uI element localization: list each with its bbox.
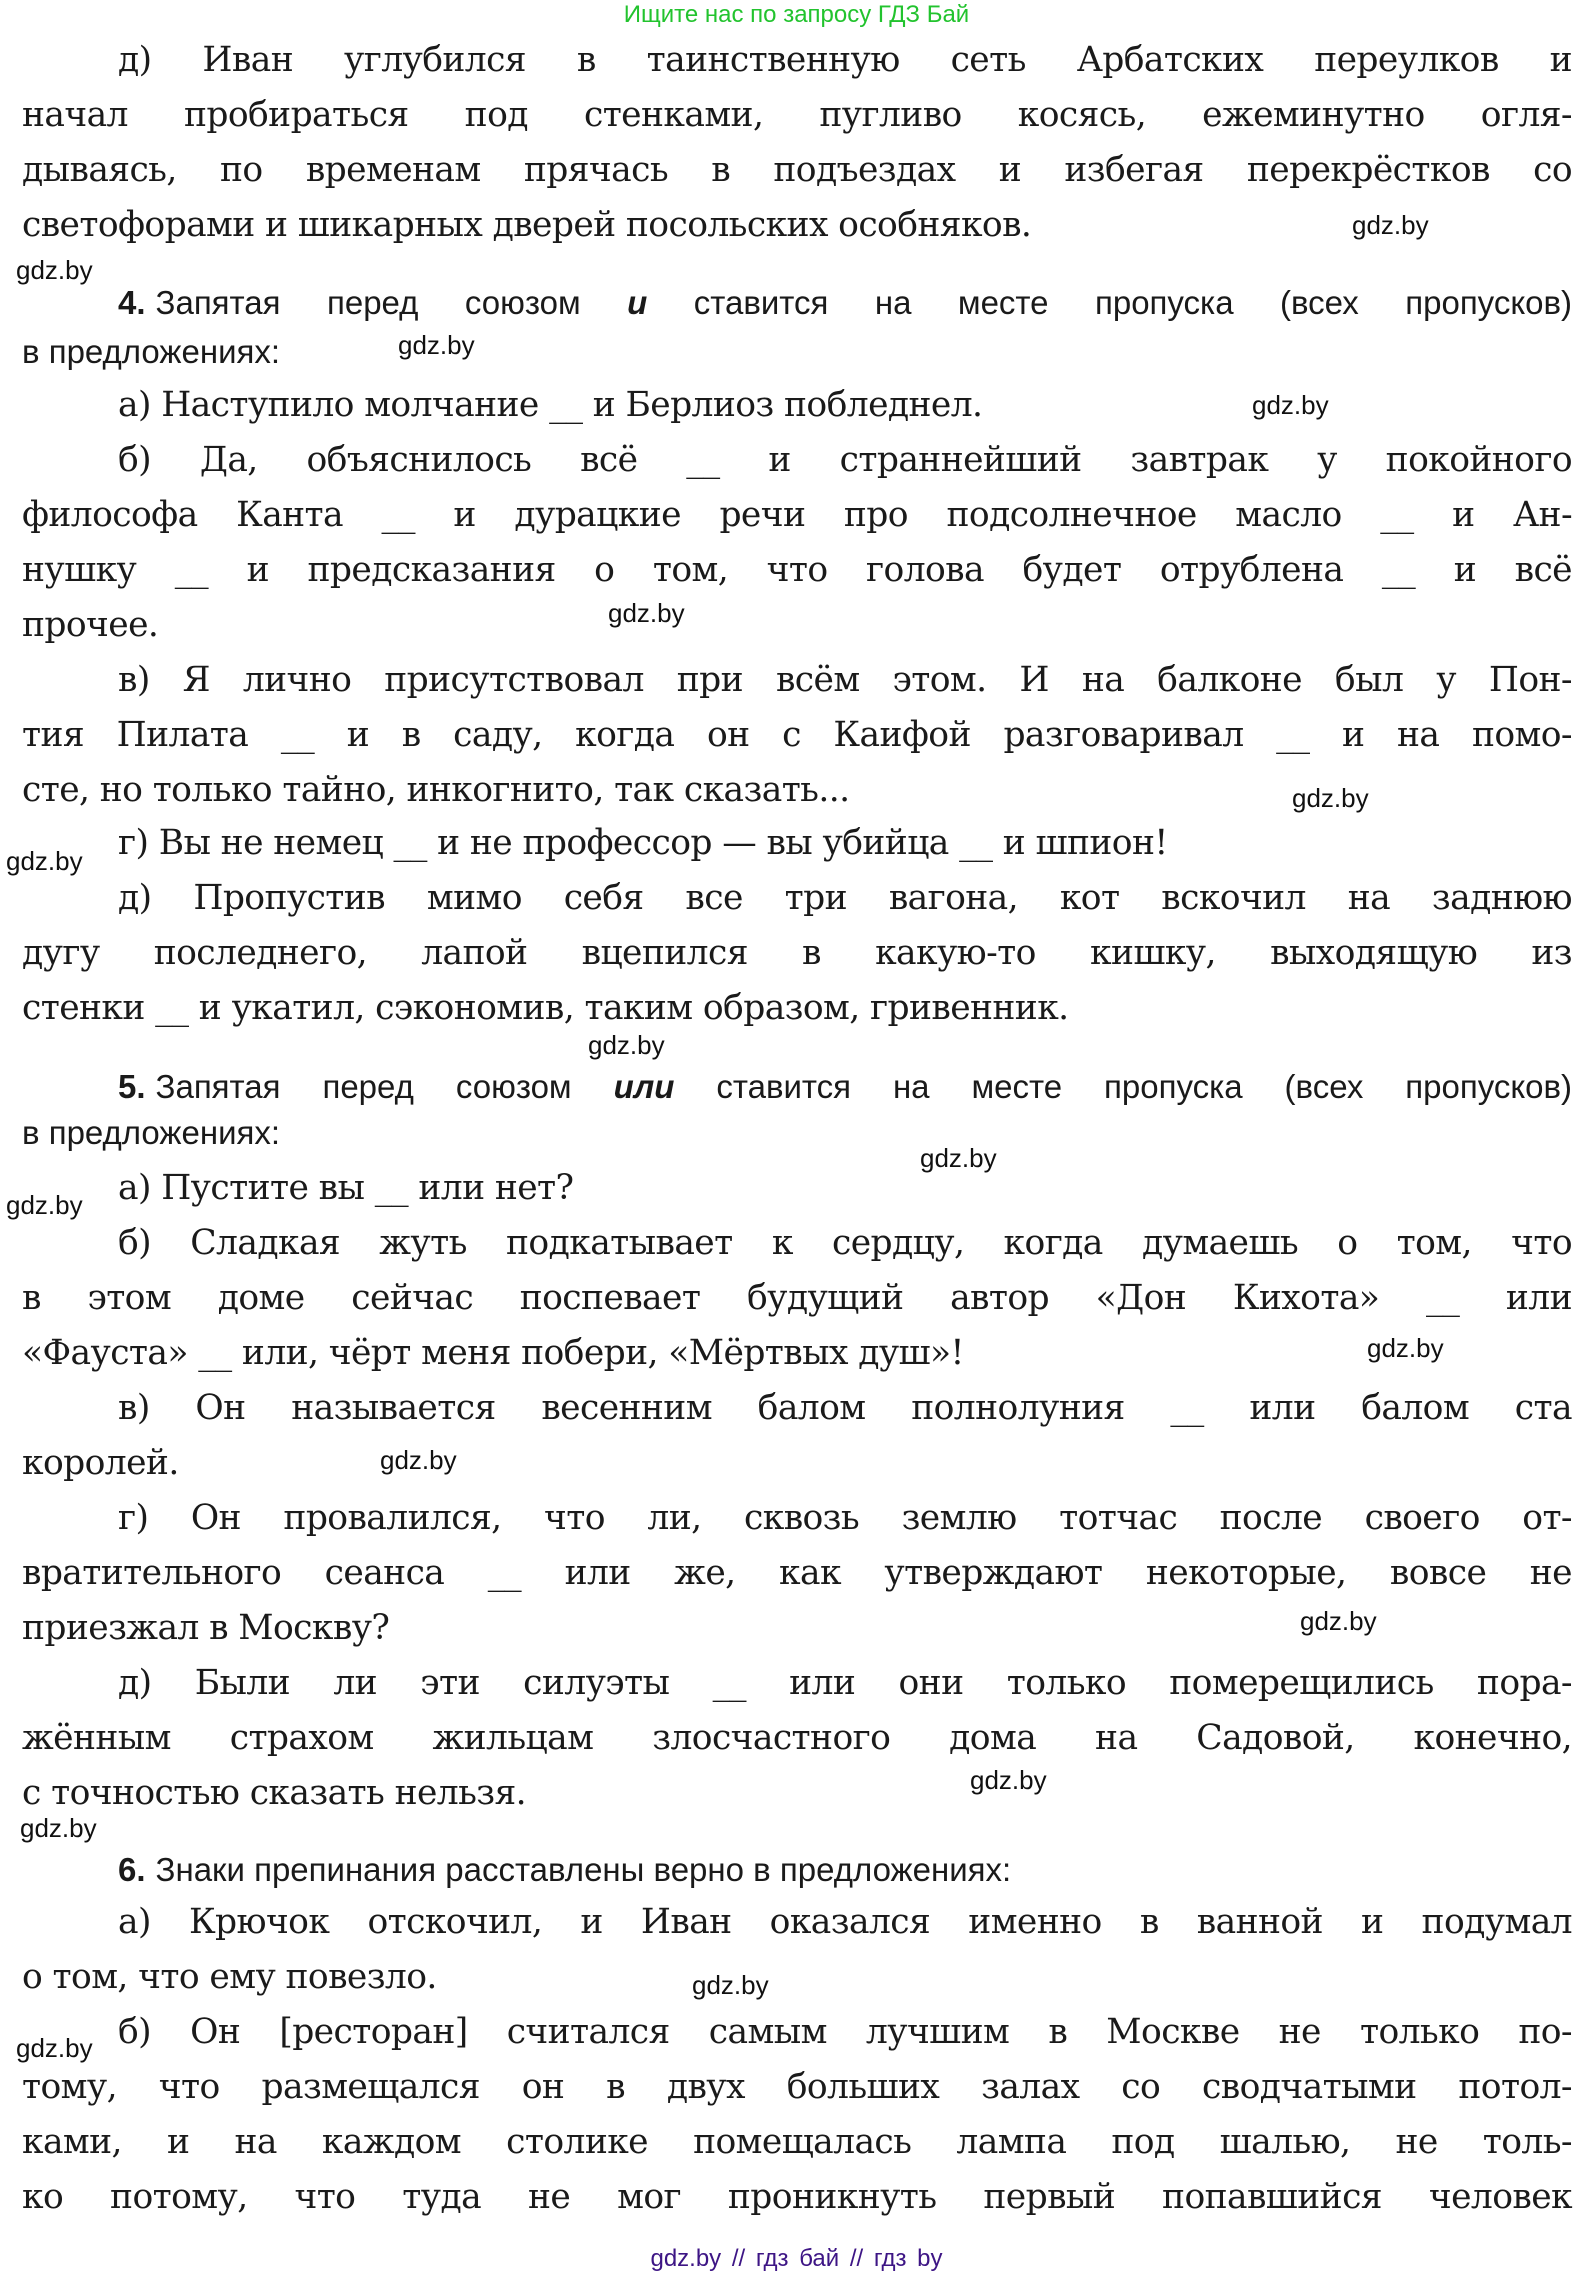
item-v: тия Пилата __ и в саду, когда он с Каифой разговаривал __ и на помо- [22, 715, 1572, 755]
item-g: г) Вы не немец __ и не профессор — вы убийца __ и шпион! [118, 823, 1168, 863]
watermark: gdz.by [1352, 210, 1429, 240]
watermark: gdz.by [1300, 1606, 1377, 1636]
item-d: с точностью сказать нельзя. [22, 1773, 527, 1813]
watermark: gdz.by [16, 255, 93, 285]
watermark: gdz.by [1292, 783, 1369, 813]
item-b: нушку __ и предсказания о том, что голова будет отрублена __ и всё [22, 550, 1572, 590]
item-d: стенки __ и укатил, сэкономив, таким образом, гривенник. [22, 988, 1069, 1028]
item-b: прочее. [22, 605, 159, 645]
prompt-text: Знаки препинания расставлены верно в предложениях: [155, 1851, 1012, 1888]
task-5-prompt [118, 1067, 1572, 1107]
item-b: ко потому, что туда не мог проникнуть первый попавшийся человек [22, 2177, 1572, 2217]
item-g: приезжал в Москву? [22, 1608, 390, 1648]
watermark: gdz.by [588, 1030, 665, 1060]
task-4-prompt [118, 283, 1572, 323]
task-number: 6. [118, 1851, 146, 1888]
prompt-text: ставится на месте пропуска (всех пропусков) [693, 284, 1572, 321]
item-g: г) Он провалился, что ли, сквозь землю тотчас после своего от- [118, 1498, 1572, 1538]
task-5-prompt-line2: в предложениях: [22, 1114, 281, 1151]
watermark: gdz.by [692, 1970, 769, 2000]
prompt-text: ставится на месте пропуска (всех пропусков) [716, 1068, 1573, 1105]
prompt-text: Запятая перед союзом [155, 1068, 572, 1105]
text-line: дываясь, по временам прячась в подъездах и избегая перекрёстков со [22, 150, 1572, 190]
item-b: тому, что размещался он в двух больших залах со сводчатыми потол- [22, 2067, 1572, 2107]
conjunction-keyword: или [613, 1068, 675, 1105]
item-b: б) Он [ресторан] считался самым лучшим в Москве не только по- [118, 2012, 1572, 2052]
item-b: б) Да, объяснилось всё __ и страннейший завтрак у покойного [118, 440, 1572, 480]
item-d: жённым страхом жильцам злосчастного дома на Садовой, конечно, [22, 1718, 1572, 1758]
watermark: gdz.by [6, 846, 83, 876]
watermark: gdz.by [920, 1143, 997, 1173]
text-line: начал пробираться под стенками, пугливо косясь, ежеминутно огля- [22, 95, 1572, 135]
item-b: в этом доме сейчас поспевает будущий автор «Дон Кихота» __ или [22, 1278, 1572, 1318]
task-4-prompt-line2: в предложениях: [22, 333, 281, 370]
task-number: 4. [118, 284, 146, 321]
watermark: gdz.by [380, 1445, 457, 1475]
watermark: gdz.by [6, 1190, 83, 1220]
item-d: д) Были ли эти силуэты __ или они только померещились пора- [118, 1663, 1572, 1703]
watermark: gdz.by [970, 1765, 1047, 1795]
item-v: сте, но только тайно, инкогнито, так сказать... [22, 770, 850, 810]
watermark: gdz.by [1252, 390, 1329, 420]
watermark: gdz.by [608, 598, 685, 628]
item-a: а) Наступило молчание __ и Берлиоз побледнел. [118, 385, 983, 425]
watermark: gdz.by [1367, 1333, 1444, 1363]
footer-site-links[interactable]: gdz.by // гдз бай // гдз by [650, 2245, 943, 2272]
item-a: а) Пустите вы __ или нет? [118, 1168, 574, 1208]
text-line: д) Иван углубился в таинственную сеть Арбатских переулков и [118, 40, 1572, 80]
watermark: gdz.by [20, 1813, 97, 1843]
item-a: о том, что ему повезло. [22, 1957, 437, 1997]
item-v: в) Я лично присутствовал при всём этом. И на балконе был у Пон- [118, 660, 1572, 700]
item-d: д) Пропустив мимо себя все три вагона, кот вскочил на заднюю [118, 878, 1572, 918]
item-d: дугу последнего, лапой вцепился в какую-то кишку, выходящую из [22, 933, 1572, 973]
search-banner[interactable]: Ищите нас по запросу ГДЗ Бай [623, 1, 970, 28]
item-b: философа Канта __ и дурацкие речи про подсолнечное масло __ и Ан- [22, 495, 1572, 535]
task-number: 5. [118, 1068, 146, 1105]
item-b: ками, и на каждом столике помещалась лампа под шалью, не толь- [22, 2122, 1572, 2162]
item-v: королей. [22, 1443, 179, 1483]
item-a: а) Крючок отскочил, и Иван оказался именно в ванной и подумал [118, 1902, 1572, 1942]
item-g: вратительного сеанса __ или же, как утверждают некоторые, вовсе не [22, 1553, 1572, 1593]
text-line: светофорами и шикарных дверей посольских особняков. [22, 205, 1032, 245]
task-6-prompt [118, 1850, 1572, 1890]
conjunction-keyword: и [627, 284, 648, 321]
item-b: б) Сладкая жуть подкатывает к сердцу, когда думаешь о том, что [118, 1223, 1572, 1263]
prompt-text: Запятая перед союзом [155, 284, 581, 321]
watermark: gdz.by [16, 2033, 93, 2063]
item-b: «Фауста» __ или, чёрт меня побери, «Мёртвых душ»! [22, 1333, 964, 1373]
item-v: в) Он называется весенним балом полнолуния __ или балом ста [118, 1388, 1572, 1428]
watermark: gdz.by [398, 330, 475, 360]
